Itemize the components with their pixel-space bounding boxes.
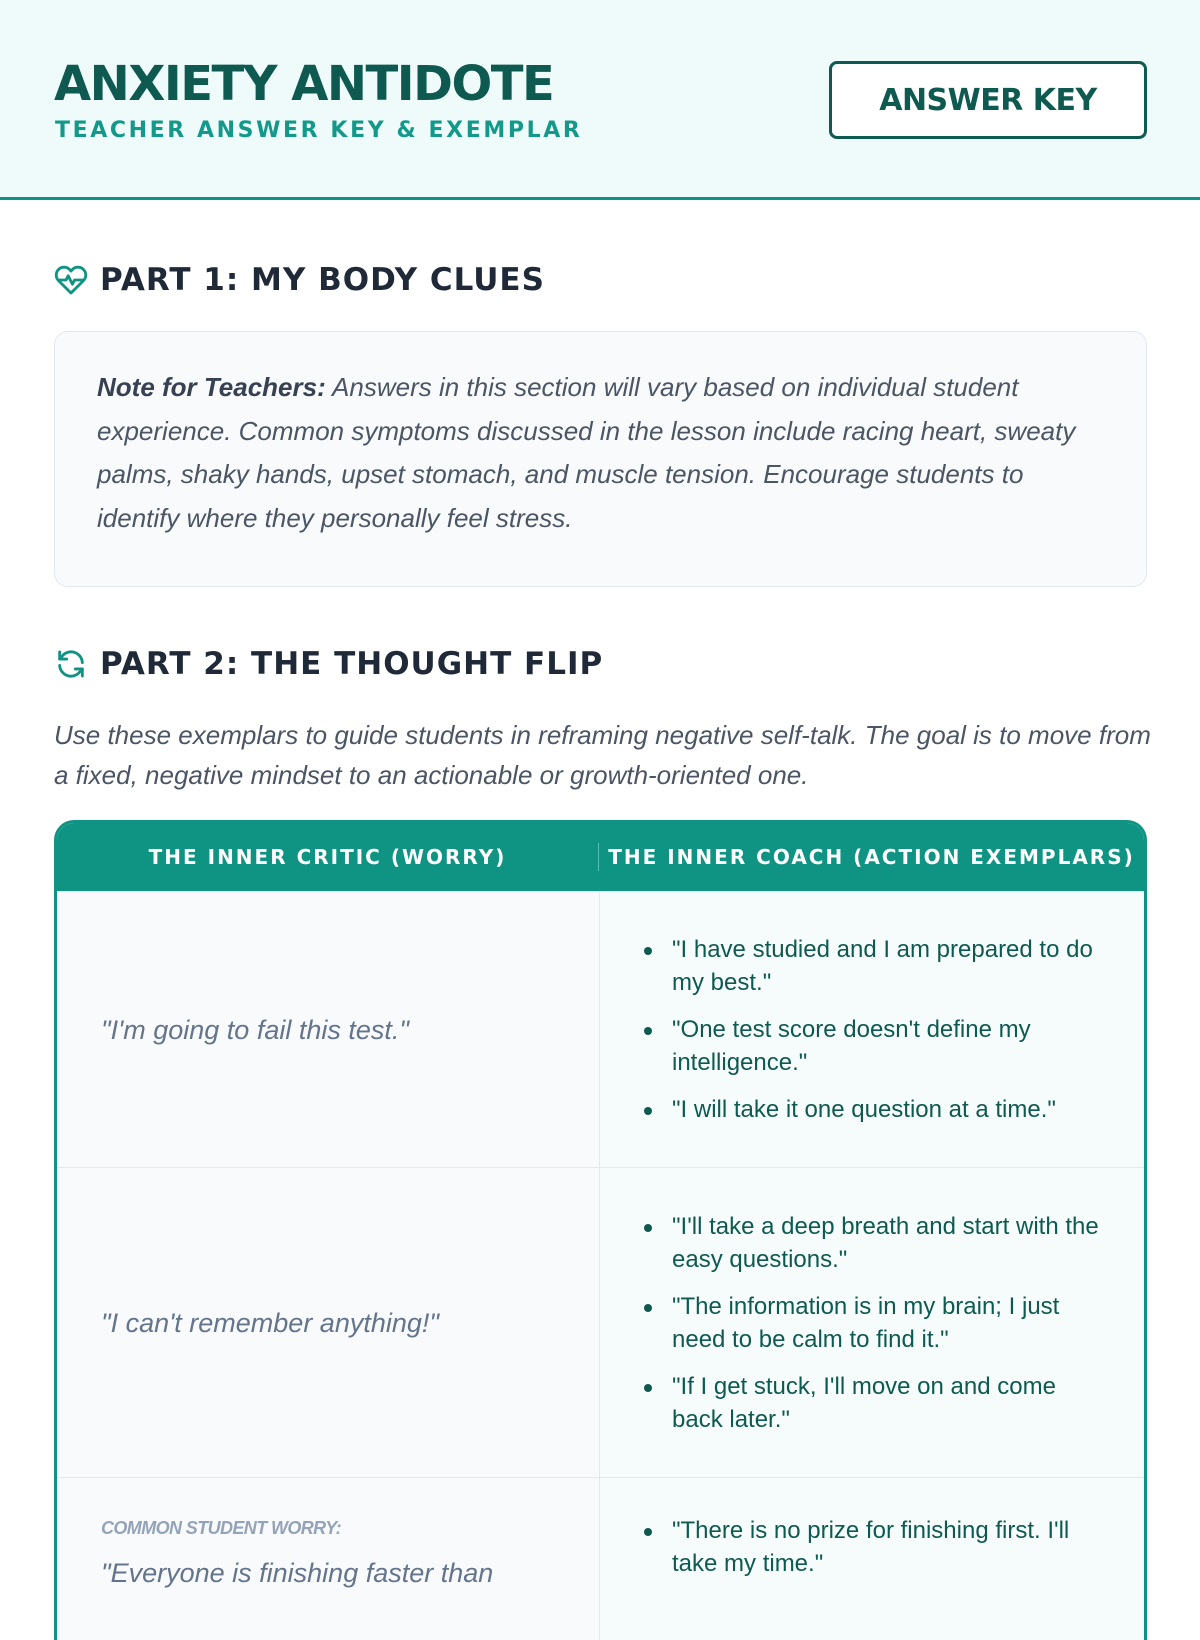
- part2-heading: [54, 646, 603, 682]
- answer-key-badge: ANSWER KEY: [829, 61, 1147, 139]
- worry-text: "I'm going to fail this test.": [101, 1014, 409, 1045]
- table-row: [57, 1167, 1144, 1477]
- page-subtitle: TEACHER ANSWER KEY & EXEMPLAR: [55, 118, 583, 143]
- page-header: [0, 0, 1200, 200]
- refresh-icon: [54, 647, 88, 681]
- worry-cell: [57, 1478, 600, 1640]
- page-title: ANXIETY ANTIDOTE: [54, 56, 554, 112]
- coach-list: [642, 1514, 1104, 1580]
- heart-pulse-icon: [54, 263, 88, 297]
- part1-heading: [54, 262, 545, 298]
- coach-item: "I have studied and I am prepared to do my best.": [642, 933, 1104, 999]
- coach-item: "I will take it one question at a time.": [642, 1093, 1104, 1126]
- table-header: [57, 823, 1144, 891]
- worry-tag: COMMON STUDENT WORRY:: [101, 1518, 342, 1538]
- coach-cell: [600, 1168, 1144, 1477]
- worry-text: "I can't remember anything!": [101, 1307, 439, 1338]
- table-row: [57, 1477, 1144, 1640]
- coach-item: "If I get stuck, I'll move on and come back later.": [642, 1370, 1104, 1436]
- part2-heading-label: PART 2: THE THOUGHT FLIP: [100, 646, 604, 682]
- coach-item: "One test score doesn't define my intelligence.": [642, 1013, 1104, 1079]
- header-inner-critic: THE INNER CRITIC (WORRY): [57, 843, 599, 871]
- coach-item: "I'll take a deep breath and start with the easy questions.": [642, 1210, 1104, 1276]
- part1-heading-label: PART 1: MY BODY CLUES: [100, 262, 545, 298]
- part2-intro: Use these exemplars to guide students in reframing negative self-talk. The goal is to move from a fixed, negative mindset to an actionable or growth-oriented one.: [54, 720, 1151, 790]
- teacher-note-label: Note for Teachers:: [97, 372, 326, 402]
- coach-item: "The information is in my brain; I just need to be calm to find it.": [642, 1290, 1104, 1356]
- teacher-note: [54, 331, 1147, 587]
- worry-cell: [57, 1168, 600, 1477]
- teacher-note-text: Answers in this section will vary based on individual student experience. Common symptoms discussed in the lesson include racing heart, sweaty palms, shaky hands, upset stomach, and muscle tension. Encourage students to identify where they personally feel stress.: [97, 372, 1076, 533]
- thought-flip-table: [54, 820, 1147, 1640]
- worry-text: "Everyone is finishing faster than: [101, 1558, 494, 1588]
- coach-list: [642, 933, 1104, 1126]
- coach-item: "There is no prize for finishing first. I'll take my time.": [642, 1514, 1104, 1580]
- worry-cell: [57, 892, 600, 1167]
- coach-list: [642, 1210, 1104, 1436]
- coach-cell: [600, 1478, 1144, 1640]
- coach-cell: [600, 892, 1144, 1167]
- table-row: [57, 891, 1144, 1167]
- header-inner-coach: THE INNER COACH (ACTION EXEMPLARS): [608, 845, 1135, 869]
